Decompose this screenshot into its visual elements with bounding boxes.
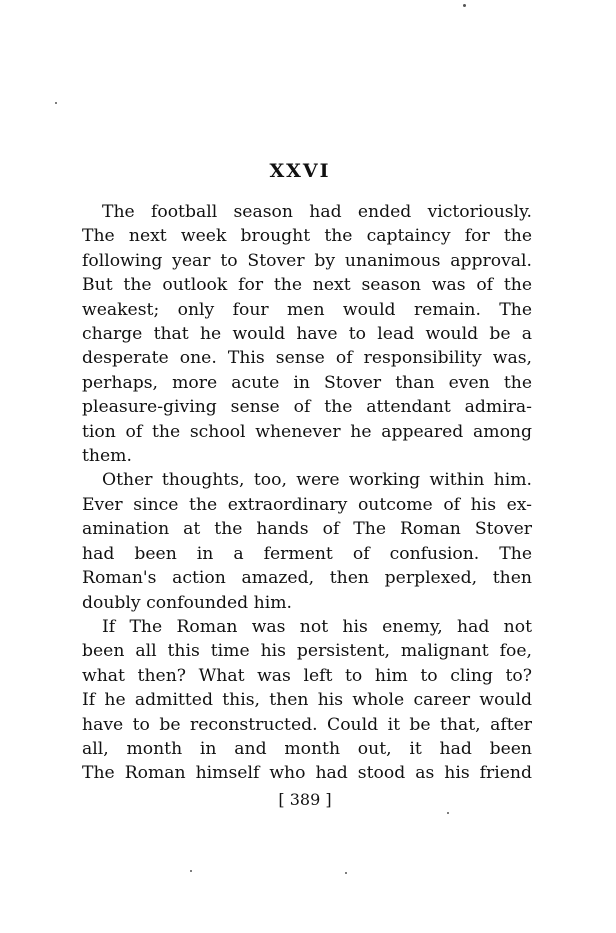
text-line: tion of the school whenever he appeared among <box>82 421 532 442</box>
scan-speck <box>190 870 192 872</box>
text-line: Ever since the extraordinary outcome of his ex- <box>82 494 532 515</box>
text-line: Other thoughts, too, were working within him. <box>102 470 532 491</box>
text-line: have to be reconstructed. Could it be that, after <box>82 714 532 735</box>
text-line: If he admitted this, then his whole career would <box>82 690 532 711</box>
text-line: all, month in and month out, it had been <box>82 738 532 759</box>
page-number: [ 389 ] <box>278 790 332 809</box>
text-line: The football season had ended victoriously. <box>102 202 532 222</box>
paragraph-1 <box>82 200 532 468</box>
text-line: The Roman himself who had stood as his friend <box>82 763 532 784</box>
scan-speck <box>345 872 347 874</box>
text-line: doubly confounded him. <box>82 592 292 613</box>
text-line: perhaps, more acute in Stover than even the <box>82 372 532 393</box>
text-line: pleasure-giving sense of the attendant admira- <box>82 397 532 418</box>
scan-speck <box>55 102 57 104</box>
scan-speck <box>463 4 466 7</box>
paragraph-2 <box>82 468 532 614</box>
text-line: been all this time his persistent, malignant foe, <box>82 641 532 662</box>
text-line: weakest; only four men would remain. The <box>82 299 532 320</box>
text-line: amination at the hands of The Roman Stover <box>82 519 532 540</box>
text-line: But the outlook for the next season was of the <box>82 275 532 296</box>
scan-speck <box>447 812 449 814</box>
paragraph-3 <box>82 615 532 786</box>
text-line: The next week brought the captaincy for the <box>82 226 532 247</box>
text-line: Roman's action amazed, then perplexed, then <box>82 568 532 589</box>
text-line: charge that he would have to lead would be a <box>82 324 532 345</box>
body-text <box>82 200 532 786</box>
text-line: had been in a ferment of confusion. The <box>82 543 532 564</box>
text-line: them. <box>82 446 132 467</box>
chapter-heading: XXVI <box>269 160 331 182</box>
text-line: following year to Stover by unanimous approval. <box>82 250 532 271</box>
text-line: what then? What was left to him to cling to? <box>82 665 532 686</box>
text-line: If The Roman was not his enemy, had not <box>102 616 532 637</box>
text-line: desperate one. This sense of responsibility was, <box>82 348 532 369</box>
